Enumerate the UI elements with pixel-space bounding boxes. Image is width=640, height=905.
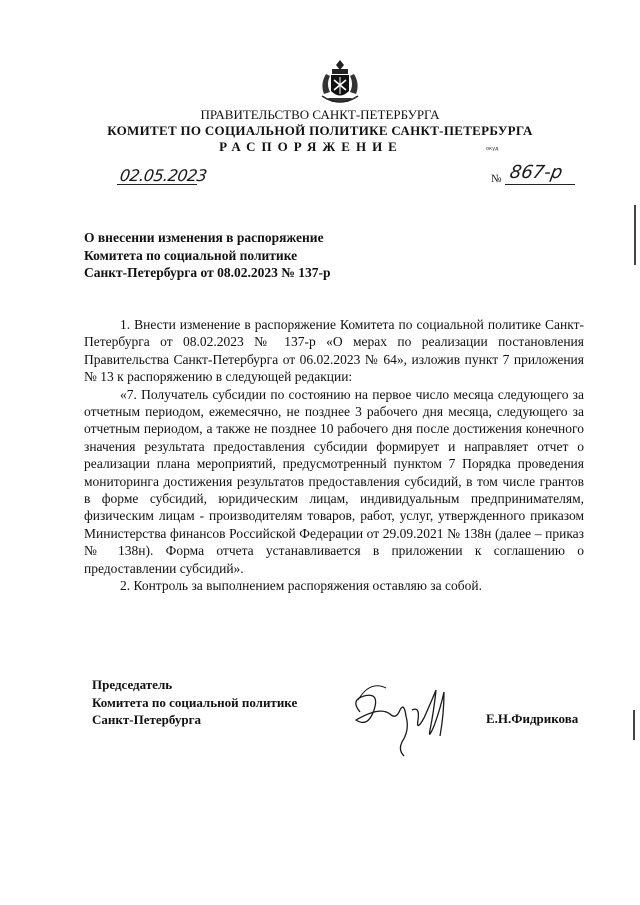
number-underline	[505, 184, 575, 185]
government-title: ПРАВИТЕЛЬСТВО САНКТ-ПЕТЕРБУРГА	[200, 107, 440, 122]
subject-line: О внесении изменения в распоряжение	[84, 230, 324, 245]
position-line: Председатель	[92, 677, 173, 692]
order-number: 867-р	[508, 162, 565, 183]
order-date: 02.05.2023	[118, 166, 208, 185]
subject-line: Санкт-Петербурга от 08.02.2023 № 137-р	[84, 265, 331, 280]
document-type: РАСПОРЯЖЕНИЕ	[219, 139, 403, 154]
scan-edge-mark	[634, 205, 636, 265]
body-paragraph: 1. Внести изменение в распоряжение Комитета по социальной политике Санкт-Петербурга от 08.02.2023 № 137-р «О мерах по реализации постановления Правительства Санкт-Петербурга от 06.02.2023 № 64», изложив пункт 7 приложения № 13 к распоряжению в следующей редакции:	[84, 317, 584, 385]
body-paragraph: 2. Контроль за выполнением распоряжения оставляю за собой.	[120, 578, 482, 594]
scan-edge-mark	[633, 710, 635, 740]
date-underline	[117, 184, 197, 185]
handwritten-signature	[340, 670, 460, 775]
body-paragraph: «7. Получатель субсидии по состоянию на первое число месяца следующего за отчетным периодом, ежемесячно, не позднее 3 рабочего дня месяца, следующего за отчетным периодом, а также не позднее 10 рабочего дня после достижения конечного значения результата предоставления субсидии формирует и направляет отчет о реализации плана мероприятий, предусмотренный пунктом 7 Порядка проведения мониторинга достижения результатов предоставления субсидий, в том числе грантов в форме субсидий, юридическим лицам, индивидуальным предпринимателям, физическим лицам - производителям товаров, работ, услуг, утвержденного приказом Министерства финансов Российской Федерации от 29.09.2021 № 138н (далее – приказ № 138н). Форма отчета устанавливается в приложении к соглашению о предоставлении субсидий».	[84, 386, 584, 576]
position-line: Санкт-Петербурга	[92, 712, 201, 727]
subject-line: Комитета по социальной политике	[84, 247, 298, 263]
order-number-label: №	[491, 173, 502, 185]
okud-label: окуд	[486, 146, 499, 152]
committee-title: КОМИТЕТ ПО СОЦИАЛЬНОЙ ПОЛИТИКЕ САНКТ-ПЕТЕРБУРГА	[107, 123, 533, 138]
document-body	[84, 316, 584, 595]
signatory-name: Е.Н.Фидрикова	[486, 711, 579, 726]
signatory-position	[92, 676, 297, 729]
coat-of-arms-icon	[318, 58, 362, 108]
document-subject	[84, 229, 330, 282]
position-line: Комитета по социальной политике	[92, 694, 298, 710]
